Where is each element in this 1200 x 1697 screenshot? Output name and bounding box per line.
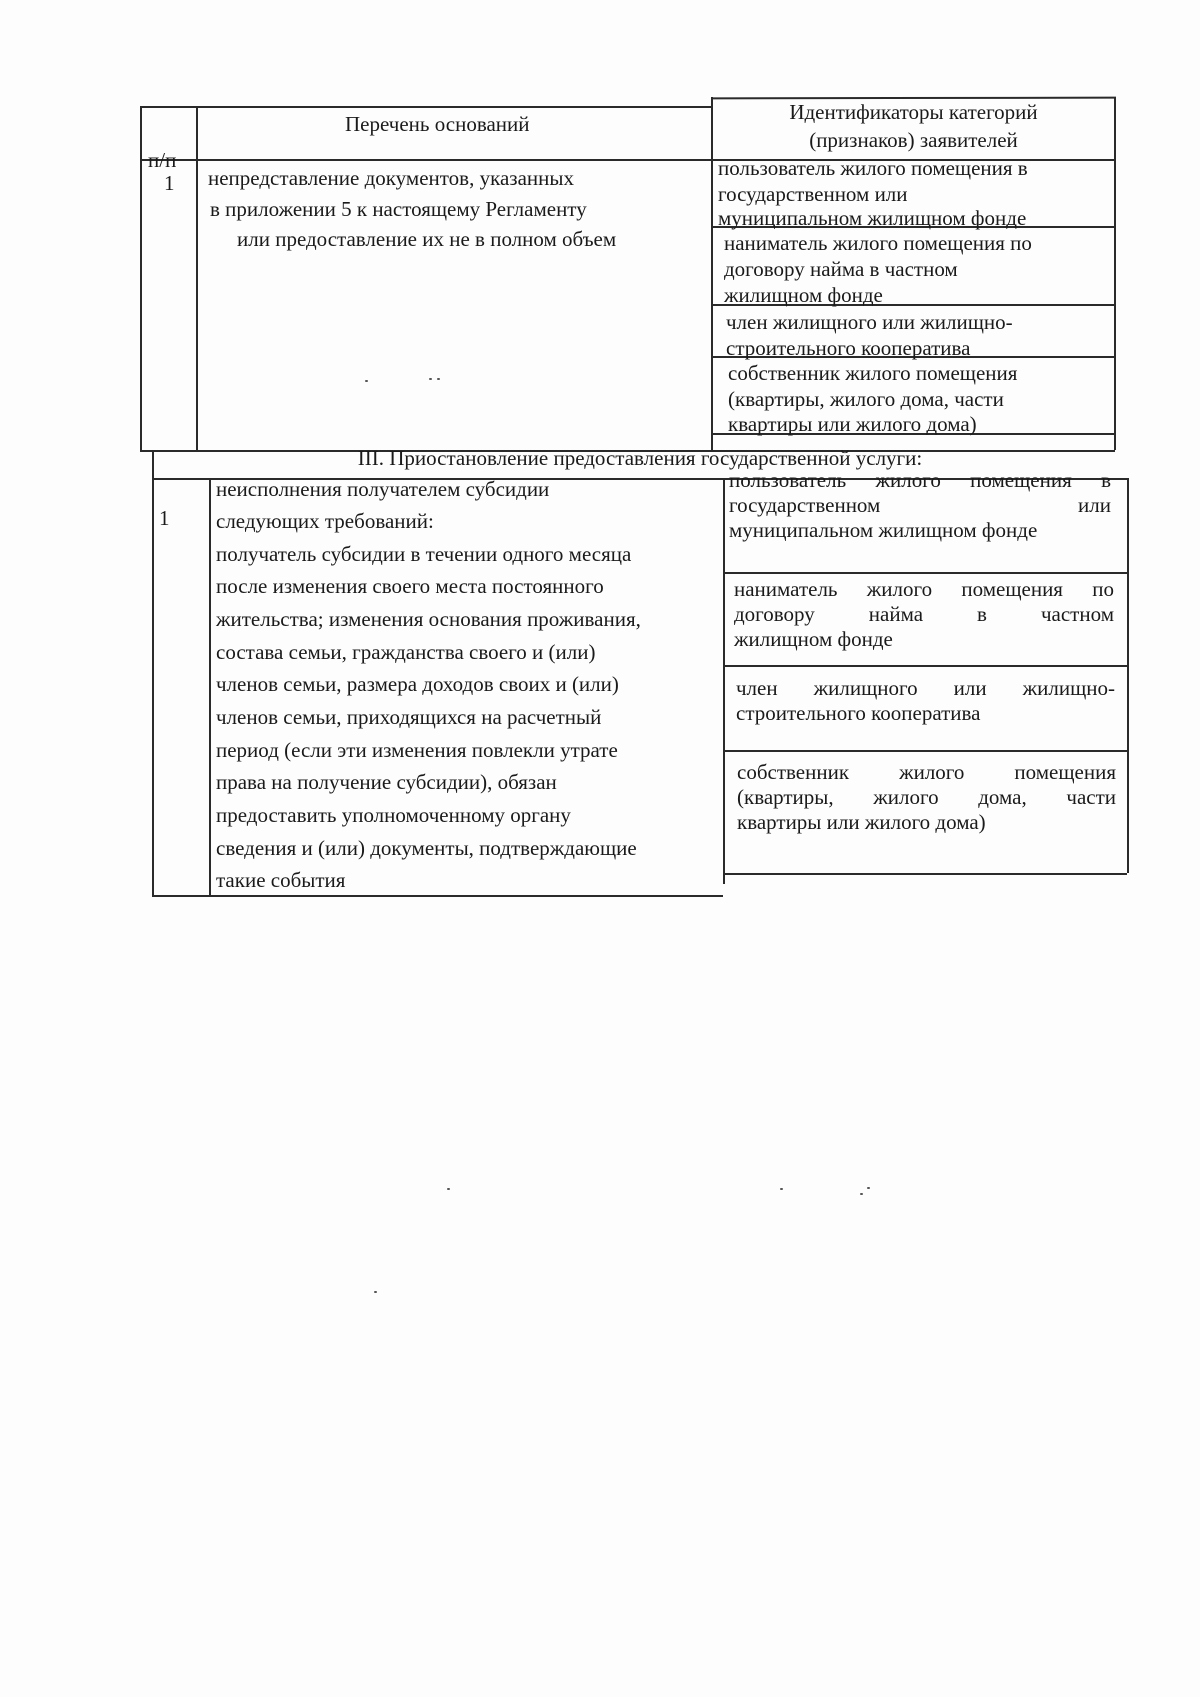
category-line: (квартиры, жилого дома, части (728, 387, 1004, 411)
col-header-ids-line1: Идентификаторы категорий (789, 100, 1038, 124)
num-col-divider-lower (209, 478, 211, 895)
table-border-top (140, 106, 711, 108)
table-border-left (140, 106, 142, 450)
category-line: наниматель жилого помещения по (734, 577, 1114, 601)
reason-line: следующих требований: (216, 509, 434, 533)
reason-line: неисполнения получателем субсидии (216, 477, 550, 501)
category-line: жилищном фонде (734, 627, 893, 651)
table-border-right-lower (1127, 478, 1129, 873)
category-line: жилищном фонде (724, 283, 883, 307)
table-border-bottom-right (723, 873, 1127, 875)
scan-speck (780, 1188, 783, 1190)
reason-line: членов семьи, размера доходов своих и (или) (216, 672, 619, 696)
category-line: государственном или (718, 182, 908, 206)
category-line: строительного кооператива (726, 336, 971, 360)
cat2-divider-1 (723, 572, 1127, 574)
reason-line: непредставление документов, указанных (208, 166, 574, 190)
category-line: государственном или (729, 493, 1111, 517)
cat2-divider-3 (723, 750, 1127, 752)
row-number: 1 (164, 171, 175, 195)
row-number: 1 (159, 506, 170, 530)
reason-line: период (если эти изменения повлекли утрате (216, 738, 618, 762)
scan-speck (447, 1188, 450, 1190)
cat2-divider-2 (723, 665, 1127, 667)
category-line: квартиры или жилого дома) (737, 810, 986, 834)
scan-speck (437, 378, 440, 380)
category-line: муниципальном жилищном фонде (718, 206, 1027, 230)
category-line: пользователь жилого помещения в (729, 468, 1111, 492)
table-border-left-lower (152, 450, 154, 895)
category-line: собственник жилого помещения (737, 760, 1116, 784)
scan-speck (365, 380, 368, 382)
category-line: квартиры или жилого дома) (728, 412, 977, 436)
col-header-number: п/п (148, 148, 177, 172)
scan-speck (860, 1193, 863, 1195)
col-header-ids-line2: (признаков) заявителей (809, 128, 1018, 152)
reason-line: предоставить уполномоченному органу (216, 803, 571, 827)
category-line: наниматель жилого помещения по (724, 231, 1032, 255)
reason-line: в приложении 5 к настоящему Регламенту (210, 197, 587, 221)
reason-line: сведения и (или) документы, подтверждающие (216, 836, 637, 860)
category-line: строительного кооператива (736, 701, 981, 725)
category-line: член жилищного или жилищно- (726, 310, 1013, 334)
reason-line: состава семьи, гражданства своего и (или) (216, 640, 596, 664)
category-line: (квартиры, жилого дома, части (737, 785, 1116, 809)
reason-line: членов семьи, приходящихся на расчетный (216, 705, 602, 729)
scan-speck (867, 1187, 870, 1189)
reason-line: такие события (216, 868, 346, 892)
scan-speck (429, 378, 432, 380)
reason-line: после изменения своего места постоянного (216, 574, 604, 598)
reason-line: или предоставление их не в полном объем (237, 227, 617, 251)
category-line: пользователь жилого помещения в (718, 156, 1028, 180)
reason-line: права на получение субсидии), обязан (216, 770, 557, 794)
section-heading: III. Приостановление предоставления государственной услуги: (357, 446, 923, 470)
reason-line: жительства; изменения основания проживания, (216, 607, 641, 631)
reasons-col-divider-lower (723, 478, 725, 884)
category-line: муниципальном жилищном фонде (729, 518, 1038, 542)
scan-speck (374, 1291, 377, 1293)
reason-line: получатель субсидии в течении одного месяца (216, 542, 632, 566)
table-border-bottom (152, 895, 723, 897)
col-header-reasons: Перечень оснований (345, 112, 530, 136)
category-line: договору найма в частном (724, 257, 958, 281)
category-line: член жилищного или жилищно- (736, 676, 1115, 700)
category-line: договору найма в частном (734, 602, 1114, 626)
category-line: собственник жилого помещения (728, 361, 1018, 385)
num-col-divider-upper (196, 106, 198, 450)
